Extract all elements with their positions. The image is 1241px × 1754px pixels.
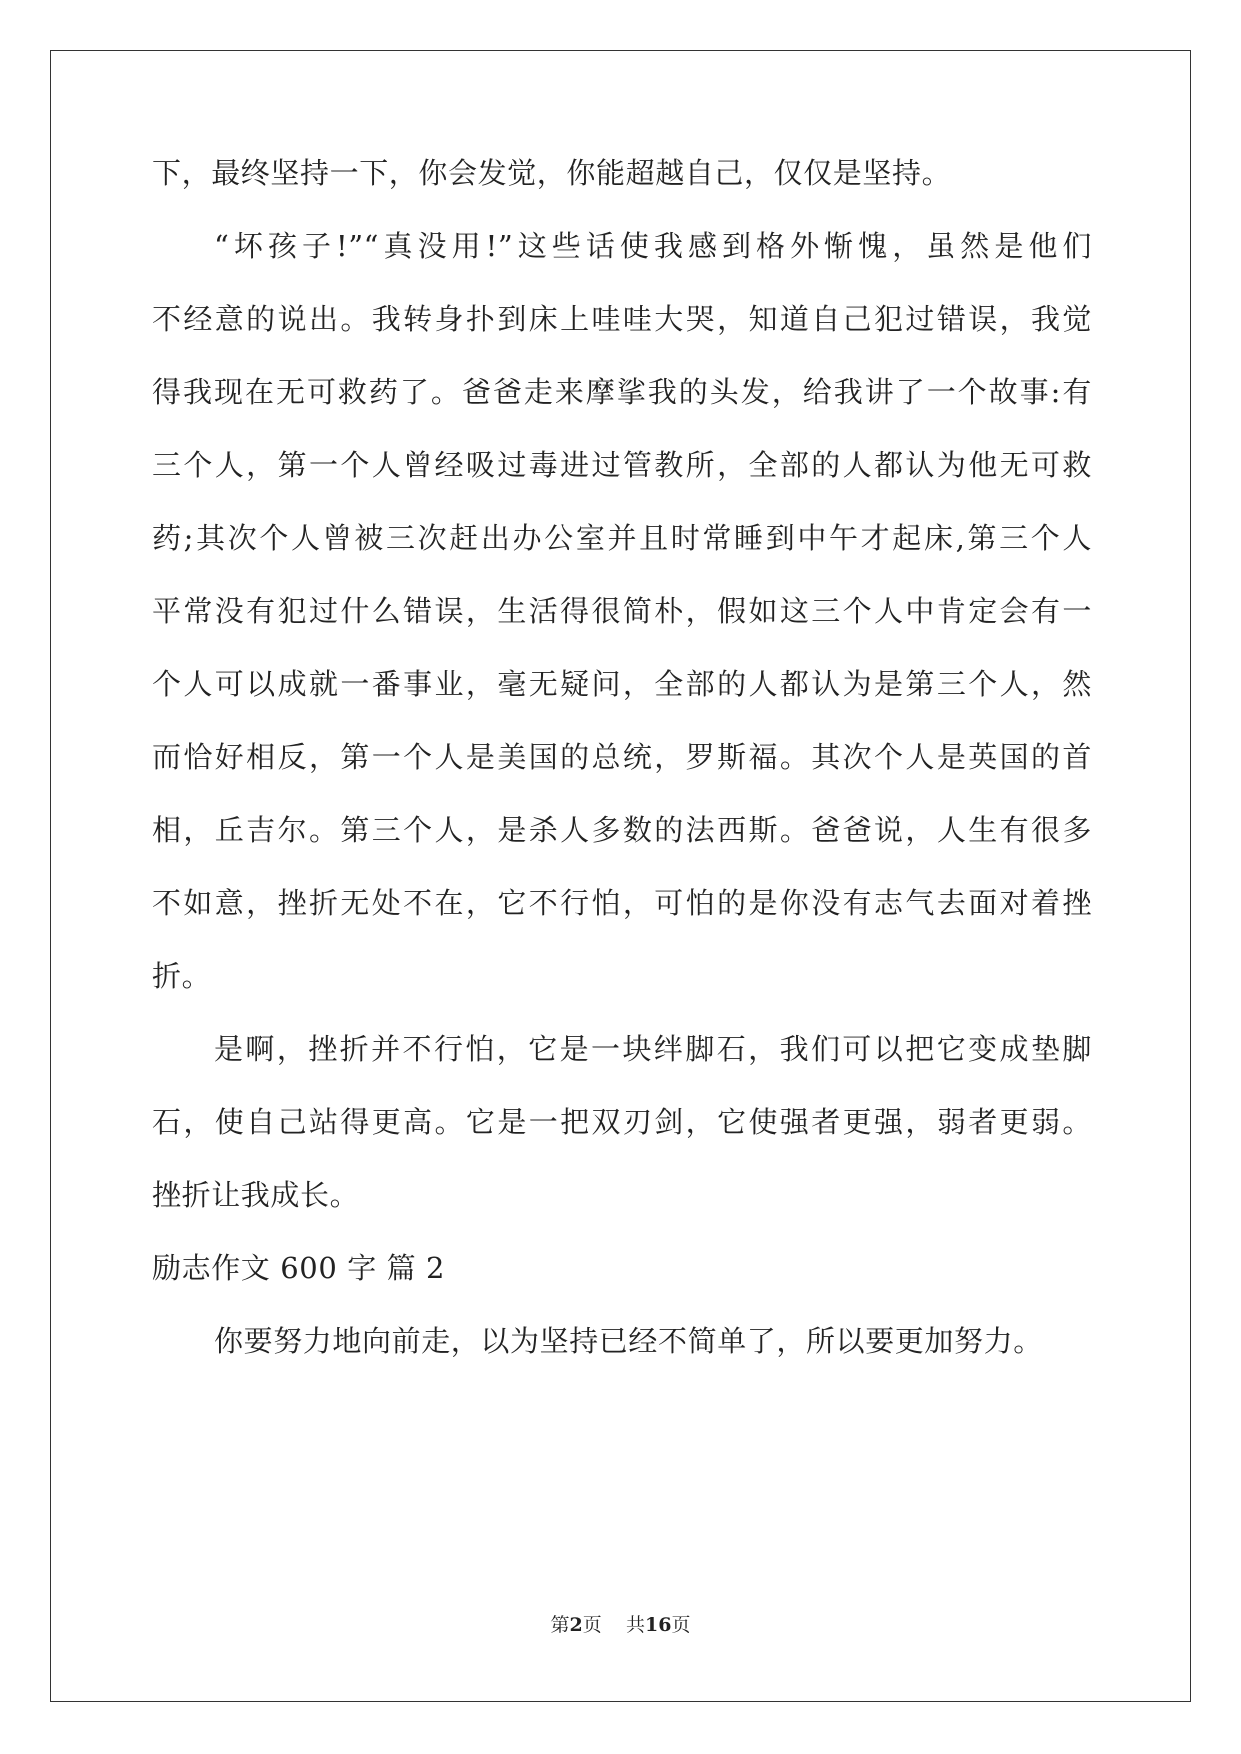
text-line: 不经意的说出。我转身扑到床上哇哇大哭，知道自己犯过错误，我觉 <box>152 302 1092 336</box>
text-line: 得我现在无可救药了。爸爸走来摩挲我的头发，给我讲了一个故事:有 <box>152 375 1092 409</box>
text-line: 石，使自己站得更高。它是一把双刃剑，它使强者更强，弱者更弱。 <box>152 1105 1092 1139</box>
page-border <box>50 50 1191 1702</box>
text-line: 平常没有犯过什么错误，生活得很简朴，假如这三个人中肯定会有一 <box>152 594 1092 628</box>
text-line: 个人可以成就一番事业，毫无疑问，全部的人都认为是第三个人，然 <box>152 667 1092 701</box>
text-line: 不如意，挫折无处不在，它不行怕，可怕的是你没有志气去面对着挫 <box>152 886 1092 920</box>
footer-page-suffix: 页 <box>582 1614 602 1636</box>
text-line: 药;其次个人曾被三次赶出办公室并且时常睡到中午才起床,第三个人 <box>152 521 1092 555</box>
paragraph-start-line: 你要努力地向前走，以为坚持已经不简单了，所以要更加努力。 <box>214 1324 1043 1358</box>
page-footer <box>0 1613 1241 1637</box>
text-line: 三个人，第一个人曾经吸过毒进过管教所，全部的人都认为他无可救 <box>152 448 1092 482</box>
text-line: 折。 <box>152 959 212 993</box>
text-line: 而恰好相反，第一个人是美国的总统，罗斯福。其次个人是英国的首 <box>152 740 1092 774</box>
footer-total-suffix: 页 <box>671 1614 691 1636</box>
page-number: 2 <box>569 1614 583 1636</box>
footer-total-prefix: 共 <box>625 1614 645 1636</box>
total-pages: 16 <box>644 1614 672 1636</box>
footer-prefix: 第 <box>550 1614 570 1636</box>
section-heading: 励志作文 600 字 篇 2 <box>152 1251 446 1285</box>
paragraph-start-line: “坏孩子!”“真没用!”这些话使我感到格外惭愧，虽然是他们 <box>214 229 1092 263</box>
text-line: 相，丘吉尔。第三个人，是杀人多数的法西斯。爸爸说，人生有很多 <box>152 813 1092 847</box>
text-line: 下，最终坚持一下，你会发觉，你能超越自己，仅仅是坚持。 <box>152 156 952 190</box>
text-line: 挫折让我成长。 <box>152 1178 360 1212</box>
paragraph-start-line: 是啊，挫折并不行怕，它是一块绊脚石，我们可以把它变成垫脚 <box>214 1032 1092 1066</box>
